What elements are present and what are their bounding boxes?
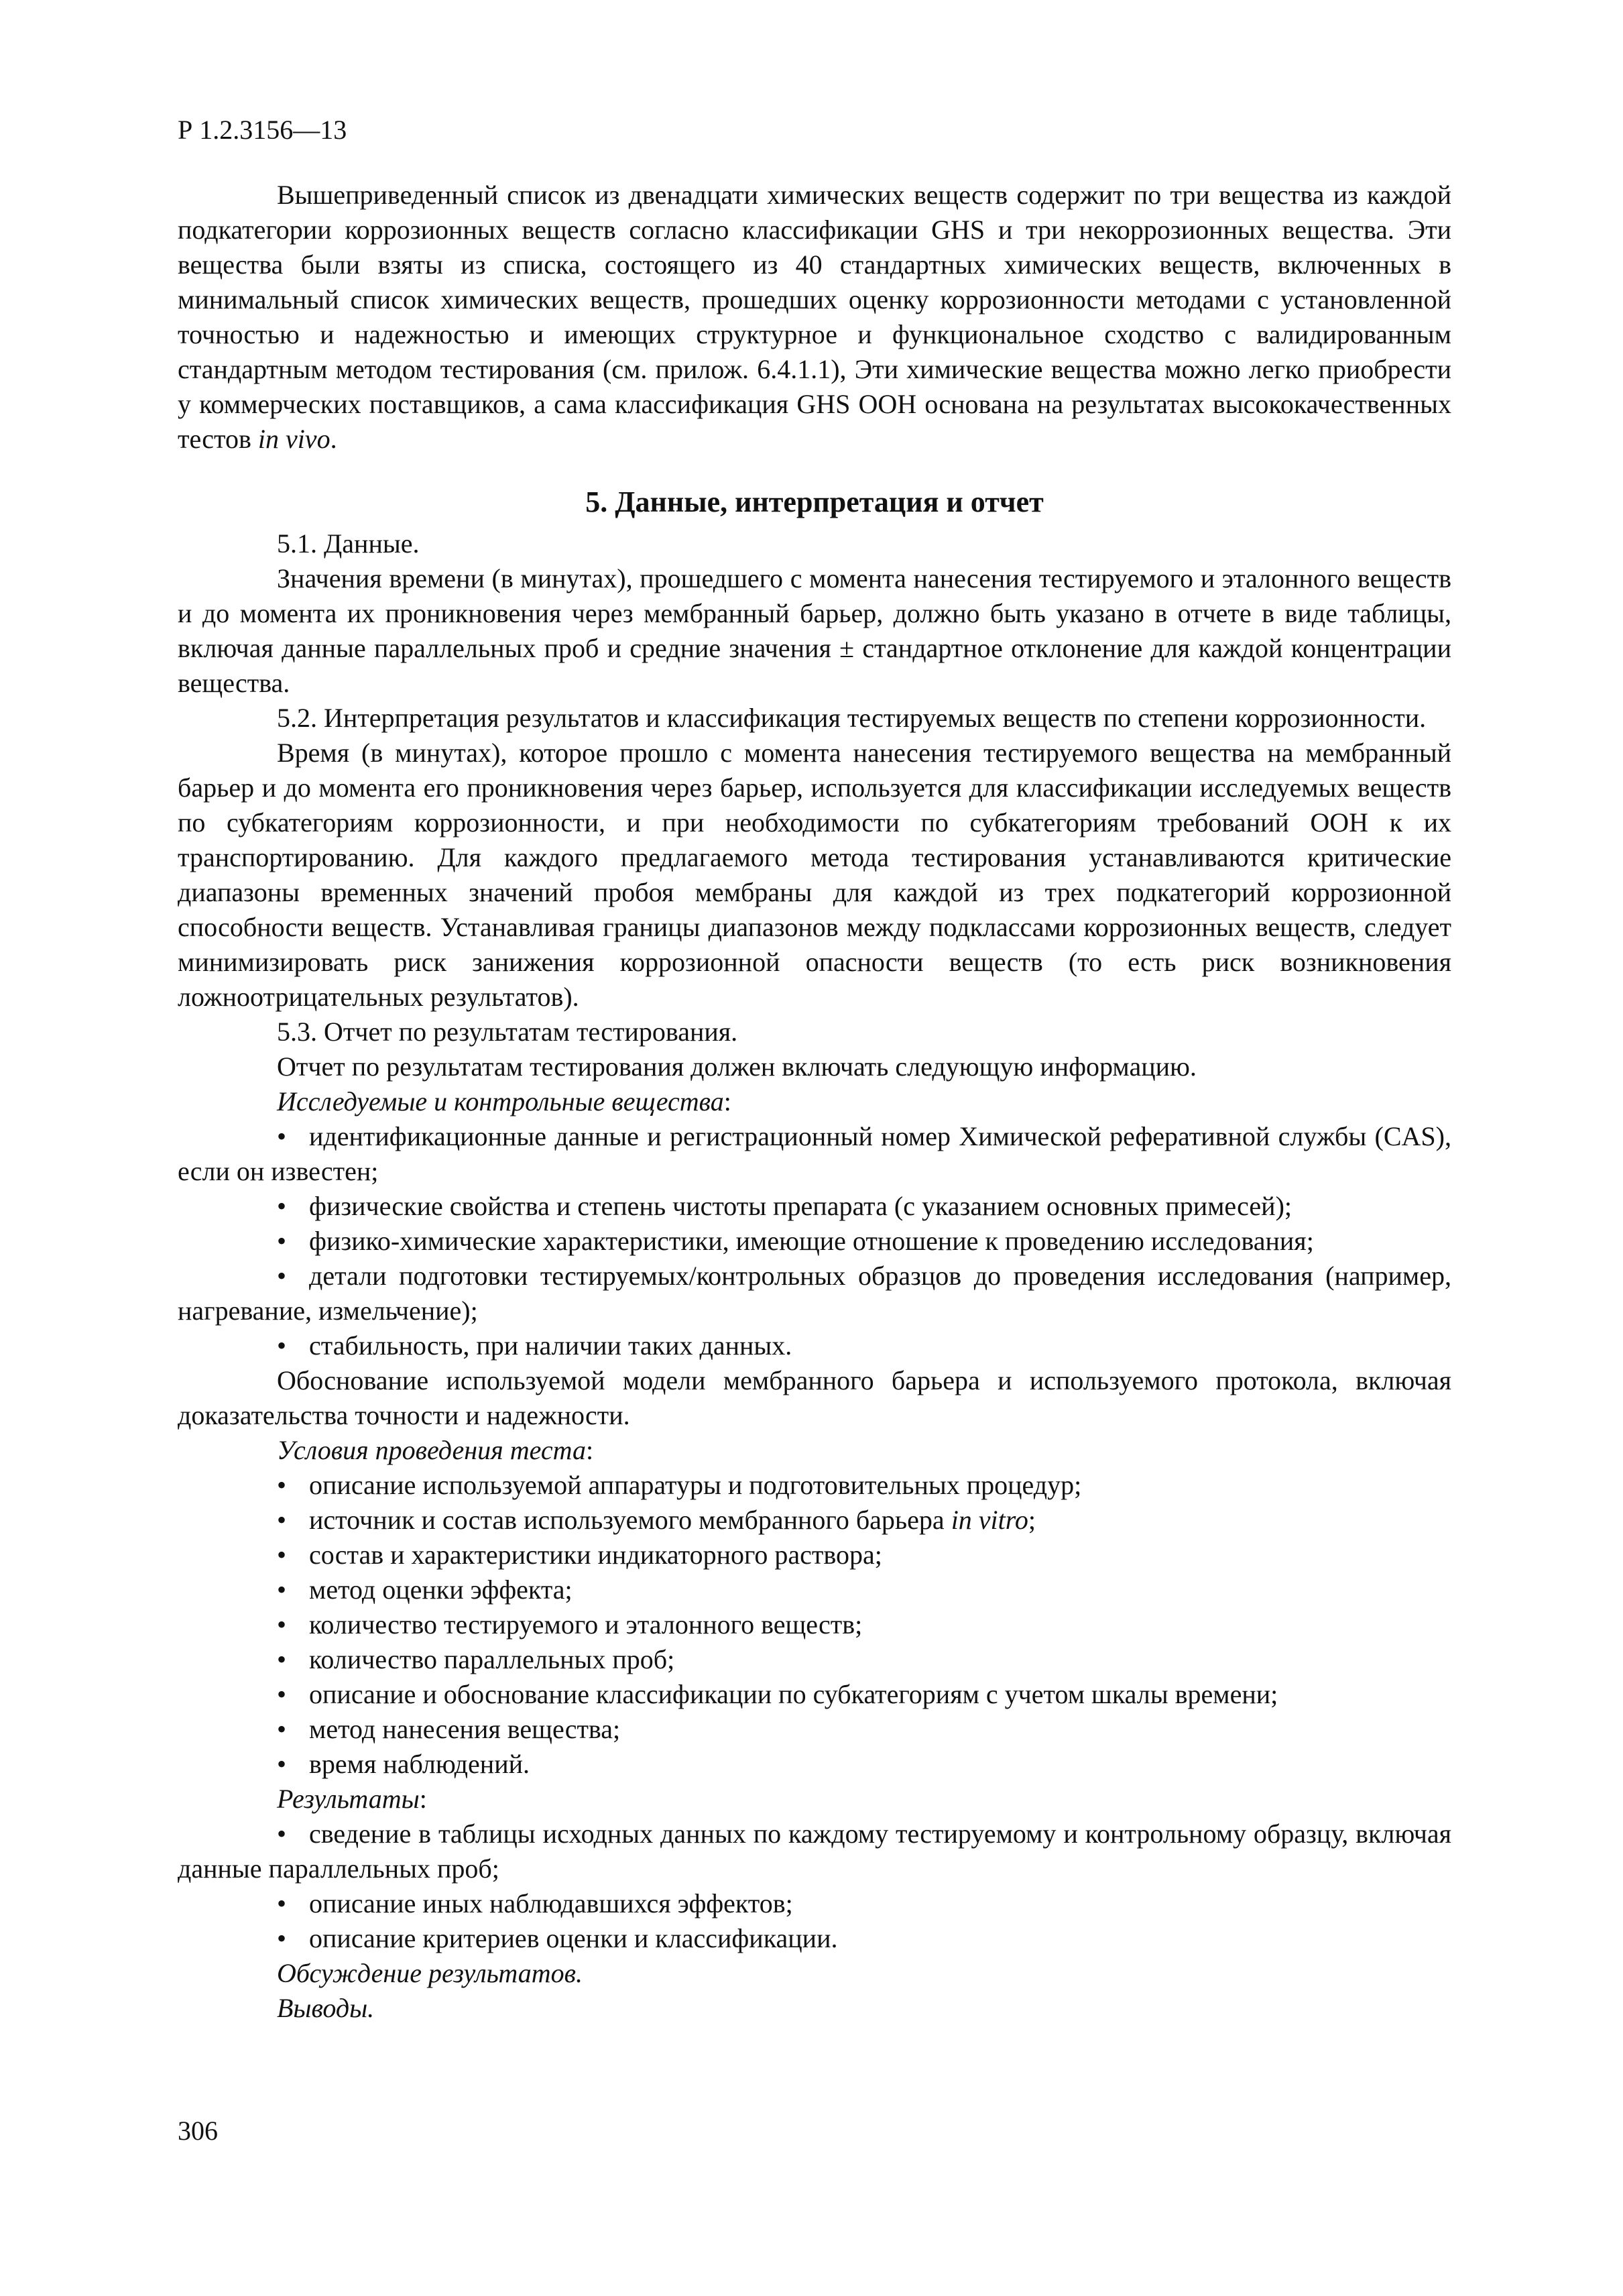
s52-title: 5.2. Интерпретация результатов и классификация тестируемых веществ по степени коррозионности.: [277, 703, 1427, 733]
s53-title: 5.3. Отчет по результатам тестирования.: [277, 1017, 738, 1047]
list-item: • описание и обоснование классификации по субкатегориям с учетом шкалы времени;: [178, 1677, 1451, 1712]
list-item: • детали подготовки тестируемых/контрольных образцов до проведения исследования (например, нагревание, измельчение);: [178, 1259, 1451, 1328]
bullet-icon: •: [277, 1644, 287, 1674]
bullet-icon: •: [277, 1121, 287, 1151]
discussion-label: Обсуждение результатов.: [277, 1958, 583, 1988]
bullet-icon: •: [277, 1191, 287, 1221]
intro-end: .: [330, 424, 337, 454]
bullet-icon: •: [277, 1819, 287, 1849]
list-item: • источник и состав используемого мембранного барьера in vitro;: [178, 1503, 1451, 1538]
s53-intro: Отчет по результатам тестирования должен включать следующую информацию.: [277, 1051, 1197, 1082]
list-item: • описание используемой аппаратуры и подготовительных процедур;: [178, 1468, 1451, 1503]
bullet-icon: •: [277, 1609, 287, 1640]
list-item: • время наблюдений.: [178, 1747, 1451, 1782]
results-label: Результаты:: [277, 1784, 427, 1814]
page-number: 306: [178, 2116, 218, 2146]
bullet-icon: •: [277, 1749, 287, 1779]
bullet-icon: •: [277, 1470, 287, 1500]
list-item: • сведение в таблицы исходных данных по каждому тестируемому и контрольному образцу, включая данные параллельных проб;: [178, 1817, 1451, 1886]
substances-label: Исследуемые и контрольные вещества:: [277, 1086, 731, 1116]
document-code: Р 1.2.3156—13: [178, 115, 347, 145]
bullet-icon: •: [277, 1505, 287, 1535]
page-body: [178, 178, 1451, 2026]
conclusions-label: Выводы.: [277, 1993, 375, 2023]
intro-text: Вышеприведенный список из двенадцати химических веществ содержит по три вещества из каждой подкатегории коррозионных веществ согласно классификации GHS и три некоррозионных вещества. Эти вещества были взяты из списка, состоящего из 40 стандартных химических веществ, включенных в минимальный список химических веществ, прошедших оценку коррозионности методами с установленной точностью и надежностью и имеющих структурное и функциональное сходство с валидированным стандартным методом тестирования (см. прилож. 6.4.1.1), Эти химические вещества можно легко приобрести у коммерческих поставщиков, а сама классификация GHS ООН основана на результатах высококачественных тестов: [178, 180, 1451, 454]
bullet-icon: •: [277, 1679, 287, 1709]
list-item: • состав и характеристики индикаторного раствора;: [178, 1538, 1451, 1572]
bullet-icon: •: [277, 1714, 287, 1744]
list-item: • физико-химические характеристики, имеющие отношение к проведению исследования;: [178, 1224, 1451, 1259]
list-item: • количество тестируемого и эталонного веществ;: [178, 1607, 1451, 1642]
list-item: • описание иных наблюдавшихся эффектов;: [178, 1886, 1451, 1921]
list-item: • стабильность, при наличии таких данных.: [178, 1328, 1451, 1363]
list-item: • описание критериев оценки и классификации.: [178, 1921, 1451, 1956]
bullet-icon: •: [277, 1888, 287, 1918]
bullet-icon: •: [277, 1574, 287, 1605]
bullet-icon: •: [277, 1261, 287, 1291]
list-item: • метод оценки эффекта;: [178, 1572, 1451, 1607]
s52-text: Время (в минутах), которое прошло с момента нанесения тестируемого вещества на мембранный барьер и до момента его проникновения через барьер, используется для классификации исследуемых веществ по субкатегориям коррозионности, и при необходимости по субкатегориям требований ООН к их транспортированию. Для каждого предлагаемого метода тестирования устанавливаются критические диапазоны временных значений пробоя мембраны для каждой из трех подкатегорий коррозионной способности веществ. Устанавливая границы диапазонов между подклассами коррозионных веществ, следует минимизировать риск занижения коррозионной опасности веществ (то есть риск возникновения ложноотрицательных результатов).: [178, 738, 1451, 1012]
list-item: • метод нанесения вещества;: [178, 1712, 1451, 1747]
list-item: • идентификационные данные и регистрационный номер Химической реферативной службы (CAS), если он известен;: [178, 1119, 1451, 1189]
intro-italic: in vivo: [257, 424, 330, 454]
s51-title: 5.1. Данные.: [277, 528, 420, 559]
model-text: Обоснование используемой модели мембранного барьера и используемого протокола, включая доказательства точности и надежности.: [178, 1365, 1451, 1430]
bullet-icon: •: [277, 1923, 287, 1953]
bullet-icon: •: [277, 1540, 287, 1570]
list-item: • физические свойства и степень чистоты препарата (с указанием основных примесей);: [178, 1189, 1451, 1224]
list-item: • количество параллельных проб;: [178, 1642, 1451, 1677]
intro-paragraph: [178, 178, 1451, 457]
conditions-label: Условия проведения теста:: [277, 1435, 594, 1465]
bullet-icon: •: [277, 1330, 287, 1361]
section-heading: 5. Данные, интерпретация и отчет: [585, 485, 1044, 518]
s51-text: Значения времени (в минутах), прошедшего с момента нанесения тестируемого и эталонного веществ и до момента их проникновения через мембранный барьер, должно быть указано в отчете в виде таблицы, включая данные параллельных проб и средние значения ± стандартное отклонение для каждой концентрации вещества.: [178, 563, 1451, 698]
bullet-icon: •: [277, 1226, 287, 1256]
